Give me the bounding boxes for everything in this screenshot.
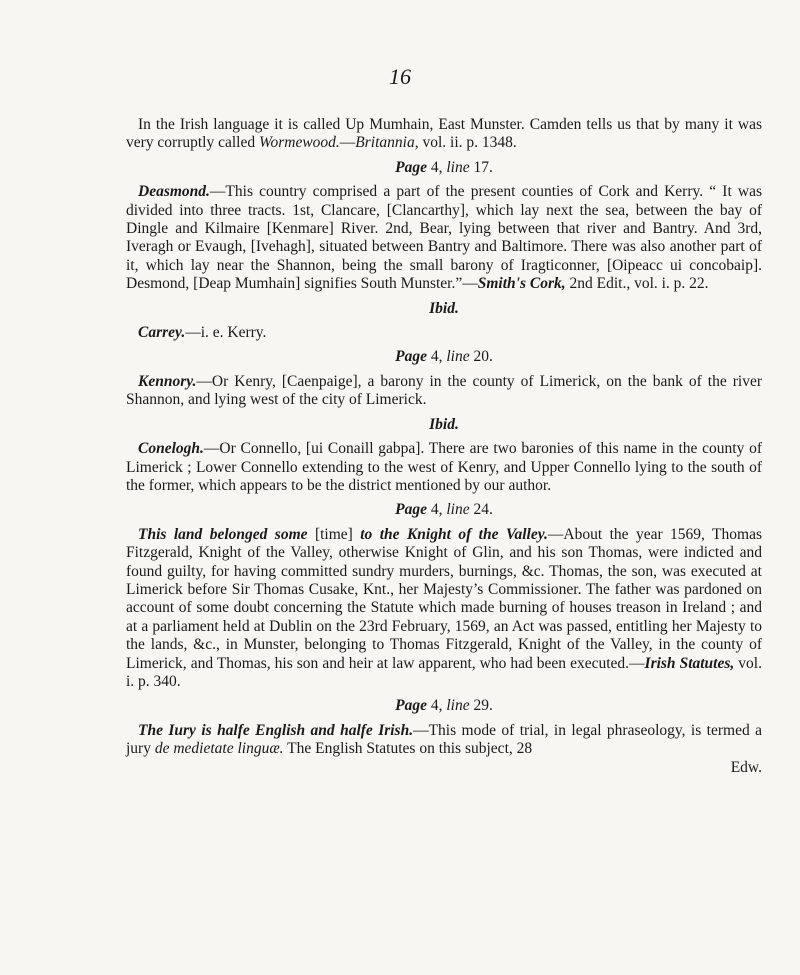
paragraph-kennory: Kennory.—Or Kenry, [Caenpaige], a barony in the county of Limerick, on the bank of the river Shannon, and lying west of the city of Limerick.: [126, 372, 762, 409]
paragraph-deasmond: Deasmond.—This country comprised a part of the present counties of Cork and Kerry. “ It was divided into three tracts. 1st, Clancare, [Clancarthy], which lay next the sea, between the bay of Dingle and Kilmaire [Kenmare] River. 2nd, Bear, lying between that river and Bantry. And 3rd, Iveragh or Evaugh, [Ivehagh], situated between Bantry and Baltimore. There was also another part of it, which lay near the Shannon, being the small barony of Iragticonner, [Oipeacc ui concobaip]. Desmond, [Deap Mumhain] signifies South Munster.”—Smith's Cork, 2nd Edit., vol. i. p. 22.: [126, 183, 762, 293]
section-heading: Page 4, line 17.: [395, 158, 493, 176]
paragraph-knight-of-the-valley: This land belonged some [time] to the Knight of the Valley.—About the year 1569, Thomas Fitzgerald, Knight of the Valley, otherwise Knight of Glin, and his son Thomas, were indicted and found guilty, for having committed sundry murders, burnings, &c. Thomas, the son, was executed at Limerick before Sir Thomas Cusake, Knt., her Majesty’s Commissioner. The father was pardoned on account of some doubt concerning the Statute which made burning of houses treason in Ireland ; and at a parliament held at Dublin on the 23rd February, 1569, an Act was passed, entitling her Majesty to the lands, &c., in Munster, belonging to Thomas Fitzgerald, Knight of the Valley, in the county of Limerick, and Thomas, his son and heir at law apparent, who had been executed.—Irish Statutes, vol. i. p. 340.: [126, 525, 762, 690]
paragraph-jury: The Iury is halfe English and halfe Irish.—This mode of trial, in legal phraseology, is termed a jury de medietate linguæ. The English Statutes on this subject, 28: [126, 721, 762, 758]
section-heading: Page 4, line 20.: [395, 348, 493, 366]
section-heading-ibid: Ibid.: [429, 415, 459, 433]
page-number: 16: [389, 64, 411, 89]
section-heading: Page 4, line 24.: [395, 501, 493, 519]
section-heading: Page 4, line 29.: [395, 697, 493, 715]
body-text: [126, 116, 762, 777]
catchword: Edw.: [730, 758, 762, 776]
section-heading-ibid: Ibid.: [429, 299, 459, 317]
paragraph-conelogh: Conelogh.—Or Connello, [ui Conaill gabpa]. There are two baronies of this name in the county of Limerick ; Lower Connello extending to the west of Kenry, and Upper Connello lying to the south of the former, which appears to be the district mentioned by our author.: [126, 440, 762, 494]
paragraph-carrey: Carrey.—i. e. Kerry.: [138, 324, 267, 342]
paragraph-east-munster: In the Irish language it is called Up Mumhain, East Munster. Camden tells us that by many it was very corruptly called Wormewood.—Britannia, vol. ii. p. 1348.: [126, 116, 762, 152]
